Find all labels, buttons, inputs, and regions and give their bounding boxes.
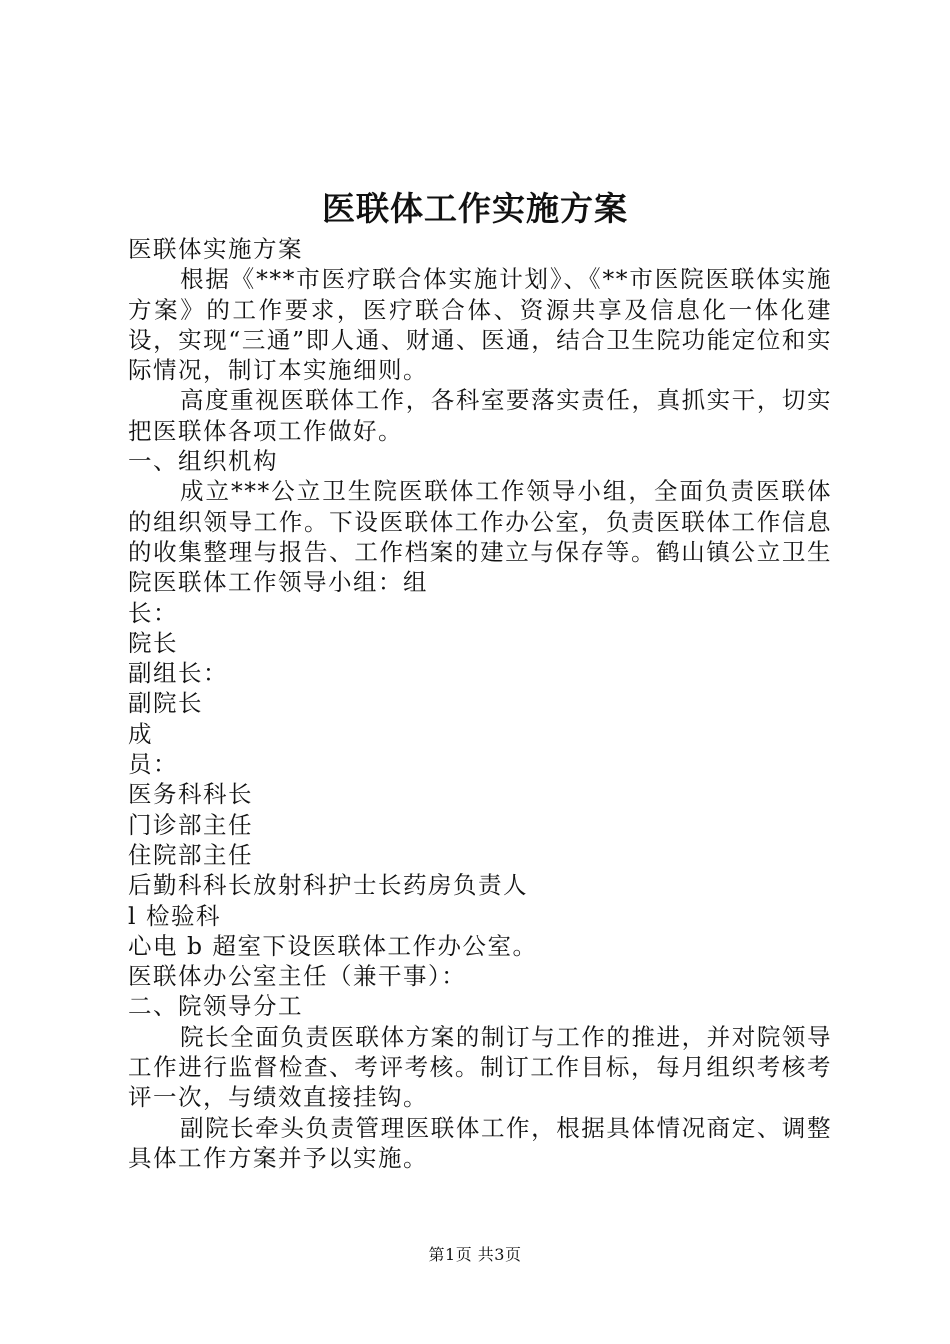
list-item: 副院长 <box>128 689 203 718</box>
paragraph-president-duty: 院长全面负责医联体方案的制订与工作的推进，并对院领导工作进行监督检查、考评考核。制订工作目标，每月组织考核考评一次，与绩效直接挂钩。 <box>128 1022 832 1112</box>
paragraph-vice-president-duty: 副院长牵头负责管理医联体工作，根据具体情况商定、调整具体工作方案并予以实施。 <box>128 1113 832 1172</box>
paragraph-subtitle: 医联体实施方案 <box>128 235 303 263</box>
list-item: 住院部主任 <box>128 840 253 869</box>
list-item: 长： <box>128 598 178 627</box>
document-title: 医联体工作实施方案 <box>322 189 628 228</box>
section-heading-division: 二、院领导分工 <box>128 992 303 1021</box>
list-item: 后勤科科长放射科护士长药房负责人 <box>128 871 528 900</box>
paragraph-leading-group: 成立***公立卫生院医联体工作领导小组，全面负责医联体的组织领导工作。下设医联体工作办公室，负责医联体工作信息的收集整理与报告、工作档案的建立与保存等。鹤山镇公立卫生院医联体工作领导小组：组 <box>128 477 832 597</box>
document-body <box>128 234 832 1173</box>
list-item: 医务科科长 <box>128 780 253 809</box>
list-item: 成 <box>128 719 153 748</box>
paragraph-basis: 根据《***市医疗联合体实施计划》、《**市医院医联体实施方案》的工作要求，医疗联合体、资源共享及信息化一体化建设，实现“三通”即人通、财通、医通，结合卫生院功能定位和实际情况，制订本实施细则。 <box>128 265 832 385</box>
section-heading-organization: 一、组织机构 <box>128 447 278 476</box>
list-item: 心电 b 超室下设医联体工作办公室。 <box>128 931 538 960</box>
list-item: 医联体办公室主任（兼干事）： <box>128 962 467 991</box>
list-item: 门诊部主任 <box>128 810 253 839</box>
list-item: 副组长： <box>128 659 228 688</box>
page-footer: 第1页 共3页 <box>428 1245 522 1264</box>
paragraph-importance: 高度重视医联体工作，各科室要落实责任，真抓实干，切实把医联体各项工作做好。 <box>128 386 832 445</box>
list-item: 院长 <box>128 628 178 657</box>
list-item: 员： <box>128 750 178 779</box>
list-item: l 检验科 <box>128 901 221 930</box>
